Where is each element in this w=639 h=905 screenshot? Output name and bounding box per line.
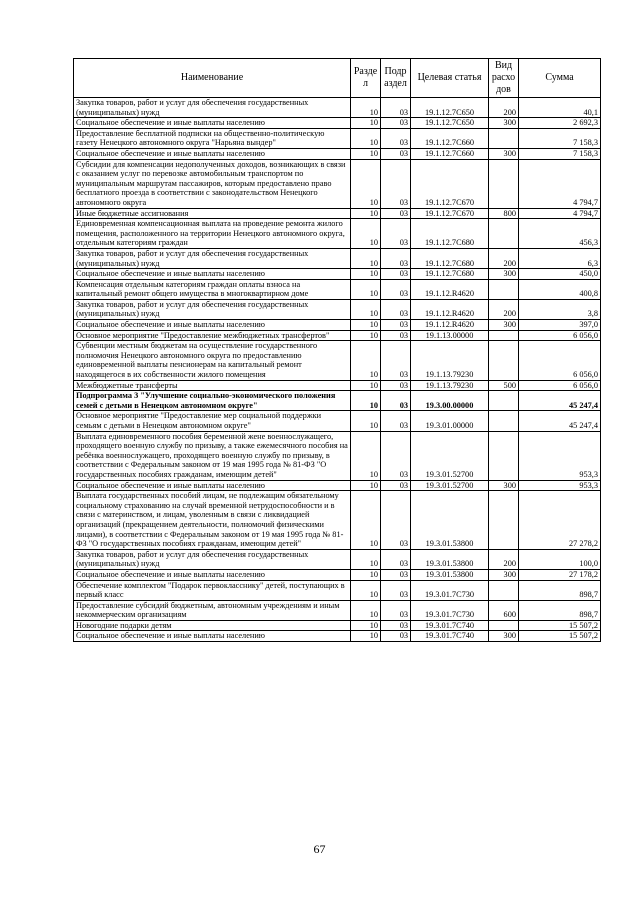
cell-tselevaya-statya: 19.1.12.7С670 [411,159,489,208]
cell-summa: 15 507,2 [519,631,601,642]
cell-tselevaya-statya: 19.3.01.53800 [411,569,489,580]
cell-razdel: 10 [351,148,381,159]
cell-razdel: 10 [351,569,381,580]
cell-podrazdel: 03 [381,159,411,208]
cell-name: Подпрограмма 3 "Улучшение социально-экономического положения семей с детьми в Ненецком автономном округе" [74,391,351,411]
cell-name: Выплата государственных пособий лицам, не подлежащим обязательному социальному страхованию на случай временной нетрудоспособности и в связи с материнством, и лицам, уволенным в связи с ликвидацией организаций (прекращением деятельности, полномочий физическими лицами), в соответствии с Федеральным законом от 19 мая 1995 года № 81-ФЗ "О государственных пособиях гражданам, имеющим детей" [74,491,351,550]
cell-razdel: 10 [351,380,381,391]
cell-name: Социальное обеспечение и иные выплаты населению [74,148,351,159]
cell-vid-rashodov [489,431,519,480]
cell-vid-rashodov: 300 [489,320,519,331]
cell-summa: 4 794,7 [519,208,601,219]
cell-razdel: 10 [351,219,381,249]
table-row [74,299,601,319]
cell-vid-rashodov: 300 [489,569,519,580]
table-row [74,380,601,391]
cell-razdel: 10 [351,118,381,129]
table-row [74,631,601,642]
table-row [74,411,601,431]
header-tselevaya-statya: Целевая статья [411,59,489,98]
cell-name: Предоставление субсидий бюджетным, автономным учреждениям и иным некоммерческим организациям [74,600,351,620]
cell-summa: 6,3 [519,248,601,268]
cell-summa: 3,8 [519,299,601,319]
header-vid-rashodov: Вид расхо дов [489,59,519,98]
cell-tselevaya-statya: 19.3.00.00000 [411,391,489,411]
cell-razdel: 10 [351,600,381,620]
cell-tselevaya-statya: 19.1.12.R4620 [411,320,489,331]
cell-vid-rashodov [489,279,519,299]
cell-razdel: 10 [351,391,381,411]
cell-name: Единовременная компенсационная выплата на проведение ремонта жилого помещения, расположенного на территории Ненецкого автономного округа, отдельным категориям граждан [74,219,351,249]
cell-name: Основное мероприятие "Предоставление межбюджетных трансфертов" [74,330,351,341]
cell-podrazdel: 03 [381,98,411,118]
cell-summa: 15 507,2 [519,620,601,631]
cell-razdel: 10 [351,208,381,219]
table-row [74,320,601,331]
table-row [74,98,601,118]
cell-vid-rashodov: 600 [489,600,519,620]
cell-razdel: 10 [351,299,381,319]
header-podrazdel: Подр аздел [381,59,411,98]
cell-vid-rashodov [489,341,519,380]
cell-podrazdel: 03 [381,549,411,569]
cell-vid-rashodov: 300 [489,118,519,129]
cell-summa: 45 247,4 [519,391,601,411]
cell-vid-rashodov [489,391,519,411]
cell-tselevaya-statya: 19.3.01.52700 [411,480,489,491]
table-row [74,491,601,550]
cell-razdel: 10 [351,620,381,631]
cell-name: Социальное обеспечение и иные выплаты населению [74,320,351,331]
cell-podrazdel: 03 [381,391,411,411]
table-row [74,341,601,380]
cell-podrazdel: 03 [381,631,411,642]
cell-name: Новогодние подарки детям [74,620,351,631]
header-summa: Сумма [519,59,601,98]
table-body [74,98,601,642]
cell-name: Предоставление бесплатной подписки на общественно-политическую газету Ненецкого автономного округа "Нарьяна вындер" [74,128,351,148]
cell-podrazdel: 03 [381,380,411,391]
cell-tselevaya-statya: 19.3.01.00000 [411,411,489,431]
cell-podrazdel: 03 [381,431,411,480]
cell-razdel: 10 [351,580,381,600]
cell-razdel: 10 [351,128,381,148]
cell-podrazdel: 03 [381,208,411,219]
cell-razdel: 10 [351,549,381,569]
cell-summa: 898,7 [519,580,601,600]
cell-summa: 2 692,3 [519,118,601,129]
cell-name: Социальное обеспечение и иные выплаты населению [74,631,351,642]
cell-tselevaya-statya: 19.1.12.R4620 [411,299,489,319]
cell-name: Выплата единовременного пособия беременной жене военнослужащего, проходящего военную службу по призыву, а также ежемесячного пособия на ребёнка военнослужащего, проходящего военную службу по призыву, в соответствии с Федеральным законом от 19 мая 1995 года № 81-ФЗ "О государственных пособиях гражданам, имеющим детей" [74,431,351,480]
cell-tselevaya-statya: 19.1.12.7С680 [411,269,489,280]
cell-summa: 4 794,7 [519,159,601,208]
cell-razdel: 10 [351,330,381,341]
cell-summa: 27 278,2 [519,491,601,550]
cell-vid-rashodov [489,128,519,148]
cell-vid-rashodov [489,491,519,550]
table-row [74,208,601,219]
cell-vid-rashodov: 500 [489,380,519,391]
cell-tselevaya-statya: 19.1.12.7С660 [411,148,489,159]
cell-vid-rashodov [489,159,519,208]
cell-tselevaya-statya: 19.1.12.7С670 [411,208,489,219]
cell-name: Закупка товаров, работ и услуг для обеспечения государственных (муниципальных) нужд [74,248,351,268]
cell-name: Социальное обеспечение и иные выплаты населению [74,569,351,580]
table-row [74,391,601,411]
cell-vid-rashodov: 200 [489,299,519,319]
cell-summa: 40,1 [519,98,601,118]
table-row [74,279,601,299]
cell-razdel: 10 [351,341,381,380]
cell-tselevaya-statya: 19.1.13.79230 [411,380,489,391]
cell-podrazdel: 03 [381,248,411,268]
table-row [74,620,601,631]
cell-tselevaya-statya: 19.1.13.00000 [411,330,489,341]
cell-summa: 450,0 [519,269,601,280]
cell-tselevaya-statya: 19.3.01.7С740 [411,631,489,642]
table-row [74,128,601,148]
cell-summa: 953,3 [519,480,601,491]
table-row [74,600,601,620]
cell-vid-rashodov: 200 [489,98,519,118]
header-razdel: Разде л [351,59,381,98]
cell-name: Социальное обеспечение и иные выплаты населению [74,118,351,129]
table-row [74,219,601,249]
cell-razdel: 10 [351,480,381,491]
cell-summa: 27 178,2 [519,569,601,580]
cell-name: Компенсация отдельным категориям граждан оплаты взноса на капитальный ремонт общего имущества в многоквартирном доме [74,279,351,299]
cell-name: Основное мероприятие "Предоставление мер социальной поддержки семьям с детьми в Ненецком автономном округе" [74,411,351,431]
table-row [74,118,601,129]
cell-vid-rashodov: 300 [489,480,519,491]
cell-tselevaya-statya: 19.3.01.7С730 [411,600,489,620]
cell-tselevaya-statya: 19.3.01.7С740 [411,620,489,631]
cell-summa: 45 247,4 [519,411,601,431]
cell-podrazdel: 03 [381,279,411,299]
cell-podrazdel: 03 [381,341,411,380]
cell-tselevaya-statya: 19.1.13.79230 [411,341,489,380]
cell-summa: 7 158,3 [519,128,601,148]
cell-summa: 6 056,0 [519,330,601,341]
cell-tselevaya-statya: 19.1.12.R4620 [411,279,489,299]
cell-summa: 400,8 [519,279,601,299]
cell-summa: 953,3 [519,431,601,480]
cell-vid-rashodov: 300 [489,269,519,280]
cell-podrazdel: 03 [381,620,411,631]
cell-tselevaya-statya: 19.1.12.7С650 [411,118,489,129]
cell-podrazdel: 03 [381,128,411,148]
cell-vid-rashodov: 300 [489,631,519,642]
cell-razdel: 10 [351,279,381,299]
table-row [74,480,601,491]
cell-name: Субвенции местным бюджетам на осуществление государственного полномочия Ненецкого автономного округа по предоставлению единовременной выплаты пенсионерам на капитальный ремонт находящегося в их собственности жилого помещения [74,341,351,380]
cell-vid-rashodov: 200 [489,549,519,569]
cell-name: Социальное обеспечение и иные выплаты населению [74,269,351,280]
cell-razdel: 10 [351,248,381,268]
cell-summa: 6 056,0 [519,380,601,391]
table-row [74,148,601,159]
cell-razdel: 10 [351,411,381,431]
cell-tselevaya-statya: 19.3.01.53800 [411,549,489,569]
cell-razdel: 10 [351,631,381,642]
cell-name: Закупка товаров, работ и услуг для обеспечения государственных (муниципальных) нужд [74,98,351,118]
cell-razdel: 10 [351,269,381,280]
cell-podrazdel: 03 [381,118,411,129]
cell-razdel: 10 [351,320,381,331]
cell-podrazdel: 03 [381,330,411,341]
table-row [74,549,601,569]
cell-tselevaya-statya: 19.3.01.7С730 [411,580,489,600]
cell-podrazdel: 03 [381,569,411,580]
cell-summa: 397,0 [519,320,601,331]
cell-vid-rashodov [489,330,519,341]
cell-summa: 6 056,0 [519,341,601,380]
cell-name: Субсидии для компенсации недополученных доходов, возникающих в связи с оказанием услуг по перевозке автомобильным транспортом по муниципальным маршрутам пассажиров, которым предоставлено право бесплатного проезда в соответствии с законодательством Ненецкого автономного округа [74,159,351,208]
header-name: Наименование [74,59,351,98]
cell-razdel: 10 [351,98,381,118]
cell-podrazdel: 03 [381,580,411,600]
cell-name: Межбюджетные трансферты [74,380,351,391]
cell-vid-rashodov: 300 [489,148,519,159]
cell-tselevaya-statya: 19.1.12.7С680 [411,248,489,268]
cell-podrazdel: 03 [381,148,411,159]
cell-summa: 100,0 [519,549,601,569]
page-number: 67 [313,842,326,856]
table-row [74,569,601,580]
table-row [74,269,601,280]
cell-vid-rashodov [489,580,519,600]
cell-podrazdel: 03 [381,480,411,491]
cell-vid-rashodov: 800 [489,208,519,219]
table-row [74,248,601,268]
cell-tselevaya-statya: 19.3.01.52700 [411,431,489,480]
cell-vid-rashodov: 200 [489,248,519,268]
cell-razdel: 10 [351,491,381,550]
cell-podrazdel: 03 [381,320,411,331]
cell-name: Обеспечение комплектом "Подарок первокласснику" детей, поступающих в первый класс [74,580,351,600]
cell-summa: 456,3 [519,219,601,249]
cell-vid-rashodov [489,411,519,431]
cell-podrazdel: 03 [381,299,411,319]
cell-vid-rashodov [489,219,519,249]
cell-razdel: 10 [351,159,381,208]
cell-razdel: 10 [351,431,381,480]
cell-summa: 898,7 [519,600,601,620]
cell-name: Закупка товаров, работ и услуг для обеспечения государственных (муниципальных) нужд [74,299,351,319]
cell-podrazdel: 03 [381,269,411,280]
budget-table [73,58,601,642]
cell-tselevaya-statya: 19.1.12.7С680 [411,219,489,249]
cell-tselevaya-statya: 19.3.01.53800 [411,491,489,550]
table-row [74,431,601,480]
cell-vid-rashodov [489,620,519,631]
cell-name: Иные бюджетные ассигнования [74,208,351,219]
cell-tselevaya-statya: 19.1.12.7С660 [411,128,489,148]
table-row [74,580,601,600]
cell-podrazdel: 03 [381,411,411,431]
cell-podrazdel: 03 [381,491,411,550]
table-header-row [74,59,601,98]
table-row [74,330,601,341]
cell-name: Закупка товаров, работ и услуг для обеспечения государственных (муниципальных) нужд [74,549,351,569]
cell-name: Социальное обеспечение и иные выплаты населению [74,480,351,491]
cell-tselevaya-statya: 19.1.12.7С650 [411,98,489,118]
table-row [74,159,601,208]
cell-podrazdel: 03 [381,600,411,620]
cell-summa: 7 158,3 [519,148,601,159]
cell-podrazdel: 03 [381,219,411,249]
